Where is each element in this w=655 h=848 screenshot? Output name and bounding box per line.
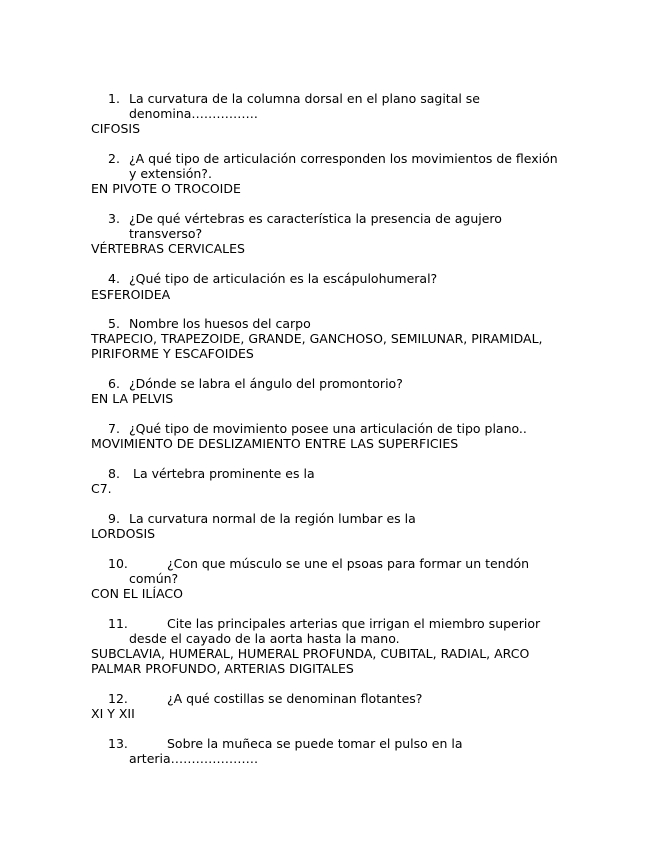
question-text: Nombre los huesos del carpo xyxy=(129,316,311,331)
question-number: 7. xyxy=(108,421,120,436)
question-text: ¿A qué costillas se denominan flotantes? xyxy=(167,691,423,706)
question-number: 8. xyxy=(108,466,120,481)
answer-4: ESFEROIDEA xyxy=(91,287,171,302)
question-number: 9. xyxy=(108,511,120,526)
question-number: 12. xyxy=(108,691,128,706)
question-number: 4. xyxy=(108,271,120,286)
question-text: ¿Qué tipo de movimiento posee una articulación de tipo plano.. xyxy=(129,421,527,436)
question-number: 10. xyxy=(108,556,128,571)
question-text: ¿Dónde se labra el ángulo del promontorio? xyxy=(129,376,403,391)
answer-3: VÉRTEBRAS CERVICALES xyxy=(91,241,245,256)
question-number: 6. xyxy=(108,376,120,391)
question-number: 11. xyxy=(108,616,128,631)
answer-2: EN PIVOTE O TROCOIDE xyxy=(91,181,241,196)
answer-6: EN LA PELVIS xyxy=(91,391,174,406)
answer-12: XI Y XII xyxy=(91,706,135,721)
question-text: Sobre la muñeca se puede tomar el pulso en la arteria………………… xyxy=(129,736,463,766)
answer-8: C7. xyxy=(91,481,112,496)
answer-5: TRAPECIO, TRAPEZOIDE, GRANDE, GANCHOSO, SEMILUNAR, PIRAMIDAL, PIRIFORME Y ESCAFOIDES xyxy=(91,331,543,361)
question-text: Cite las principales arterias que irrigan el miembro superior desde el cayado de la aorta hasta la mano. xyxy=(129,616,541,646)
question-number: 1. xyxy=(108,91,120,106)
answer-9: LORDOSIS xyxy=(91,526,156,541)
question-text: La vértebra prominente es la xyxy=(129,466,315,481)
question-text: ¿Qué tipo de articulación es la escápulohumeral? xyxy=(129,271,438,286)
question-text: ¿De qué vértebras es característica la presencia de agujero transverso? xyxy=(129,211,502,241)
answer-10: CON EL ILÍACO xyxy=(91,586,183,601)
question-text: ¿Con que músculo se une el psoas para formar un tendón común? xyxy=(129,556,530,586)
question-number: 13. xyxy=(108,736,128,751)
question-number: 5. xyxy=(108,316,120,331)
question-text: La curvatura de la columna dorsal en el plano sagital se denomina……………. xyxy=(129,91,481,121)
question-number: 2. xyxy=(108,151,120,166)
question-number: 3. xyxy=(108,211,120,226)
answer-7: MOVIMIENTO DE DESLIZAMIENTO ENTRE LAS SUPERFICIES xyxy=(91,436,459,451)
question-text: ¿A qué tipo de articulación corresponden los movimientos de flexión y extensión?. xyxy=(129,151,558,181)
question-text: La curvatura normal de la región lumbar es la xyxy=(129,511,416,526)
answer-1: CIFOSIS xyxy=(91,121,140,136)
answer-11: SUBCLAVIA, HUMERAL, HUMERAL PROFUNDA, CUBITAL, RADIAL, ARCO PALMAR PROFUNDO, ARTERIAS DIGITALES xyxy=(91,646,530,676)
